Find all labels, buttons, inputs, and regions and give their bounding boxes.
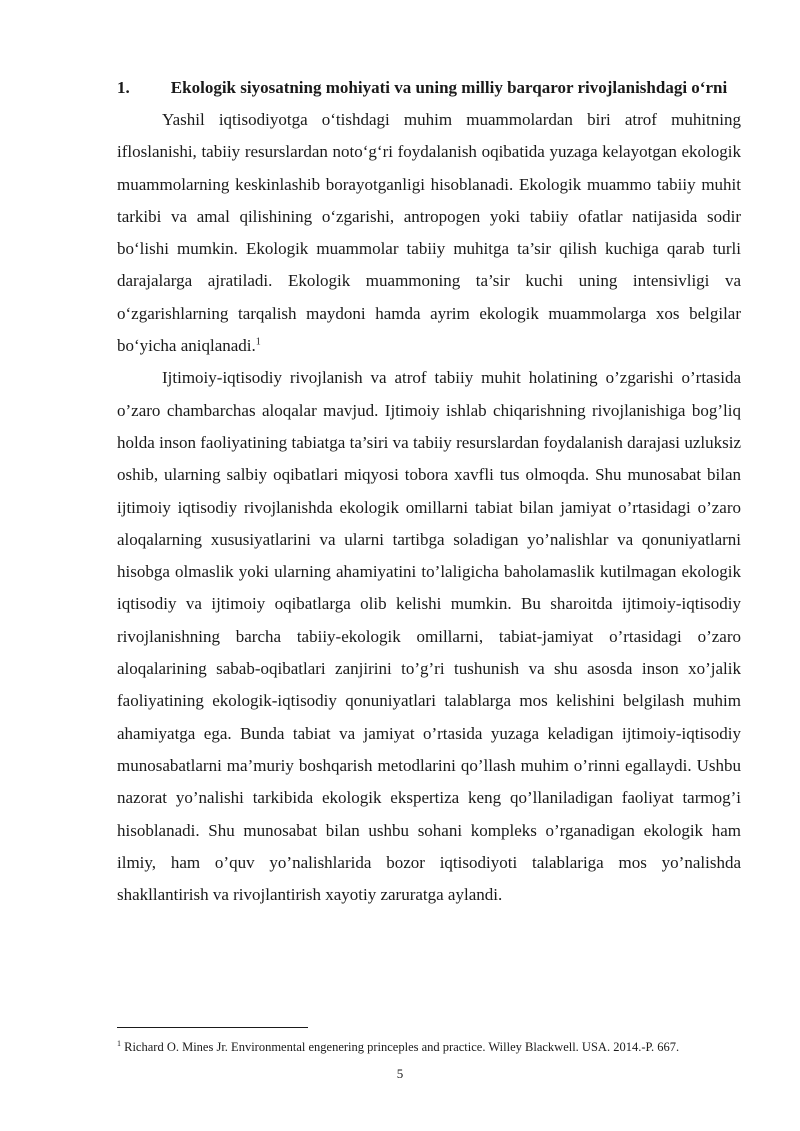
- paragraph-1: [117, 104, 741, 362]
- section-title: Ekologik siyosatning mohiyati va uning milliy barqaror rivojlanishdagi o‘rni: [170, 78, 728, 97]
- footnote-marker: 1: [117, 1038, 121, 1048]
- section-heading: [117, 72, 741, 104]
- section-number: 1.: [117, 78, 130, 97]
- paragraph-1-text: Yashil iqtisodiyotga o‘tishdagi muhim muammolardan biri atrof muhitning ifloslanishi, tabiiy resurslardan noto‘g‘ri foydalanish oqibatida yuzaga kelayotgan ekologik muammolarning keskinlashib borayotganligi hisoblanadi. Ekologik muammo tabiiy muhit tarkibi va amal qilishining o‘zgarishi, antropogen yoki tabiiy ofatlar natijasida sodir bo‘lishi mumkin. Ekologik muammolar tabiiy muhitga ta’sir qilish kuchiga qarab turli darajalarga ajratiladi. Ekologik muammoning ta’sir kuchi uning intensivligi va o‘zgarishlarning tarqalish maydoni hamda ayrim ekologik muammolarga xos belgilar bo‘yicha aniqlanadi.: [117, 110, 741, 356]
- footnote: [117, 1039, 757, 1055]
- footnote-separator: [117, 1027, 308, 1028]
- paragraph-2: Ijtimoiy-iqtisodiy rivojlanish va atrof tabiiy muhit holatining o’zgarishi o’rtasida o’zaro chambarchas aloqalar mavjud. Ijtimoiy ishlab chiqarishning rivojlanishiga bog’liq holda inson faoliyatining tabiatga ta’siri va tabiiy resurslardan foydalanish darajasi uzluksiz oshib, ularning salbiy oqibatlari miqyosi tobora xavfli tus olmoqda. Shu munosabat bilan ijtimoiy iqtisodiy rivojlanishda ekologik omillarni tabiat bilan jamiyat o’rtasidagi o’zaro aloqalarning xususiyatlarini va ularni tartibga soladigan yo’nalishlar va qonuniyatlarni hisobga olmaslik yoki ularning ahamiyatini to’laligicha baholamaslik kutilmagan ekologik iqtisodiy va ijtimoiy oqibatlarga olib kelishi mumkin. Bu sharoitda ijtimoiy-iqtisodiy rivojlanishning barcha tabiiy-ekologik omillarni, tabiat-jamiyat o’rtasidagi o’zaro aloqalarining sabab-oqibatlari zanjirini to’g’ri tushunish va shu asosda inson xo’jalik faoliyatining ekologik-iqtisodiy qonuniyatlari talablarga mos kelishini belgilash muhim ahamiyatga ega. Bunda tabiat va jamiyat o’rtasida yuzaga keladigan ijtimoiy-iqtisodiy munosabatlarni ma’muriy boshqarish metodlarini qo’llash muhim o’rinni egallaydi. Ushbu nazorat yo’nalishi tarkibida ekologik ekspertiza keng qo’llaniladigan faoliyat tarmog’i hisoblanadi. Shu munosabat bilan ushbu sohani kompleks o’rganadigan ekologik ham ilmiy, ham o’quv yo’nalishlarida bozor iqtisodiyoti talablariga mos yo’nalishda shakllantirish va rivojlantirish xayotiy zaruratga aylandi.: [117, 368, 741, 905]
- document-page: [117, 72, 741, 911]
- page-number: 5: [396, 1066, 404, 1081]
- footnote-text: Richard O. Mines Jr. Environmental engenering princeples and practice. Willey Blackwell. USA. 2014.-P. 667.: [124, 1040, 680, 1054]
- footnote-reference[interactable]: 1: [255, 336, 261, 348]
